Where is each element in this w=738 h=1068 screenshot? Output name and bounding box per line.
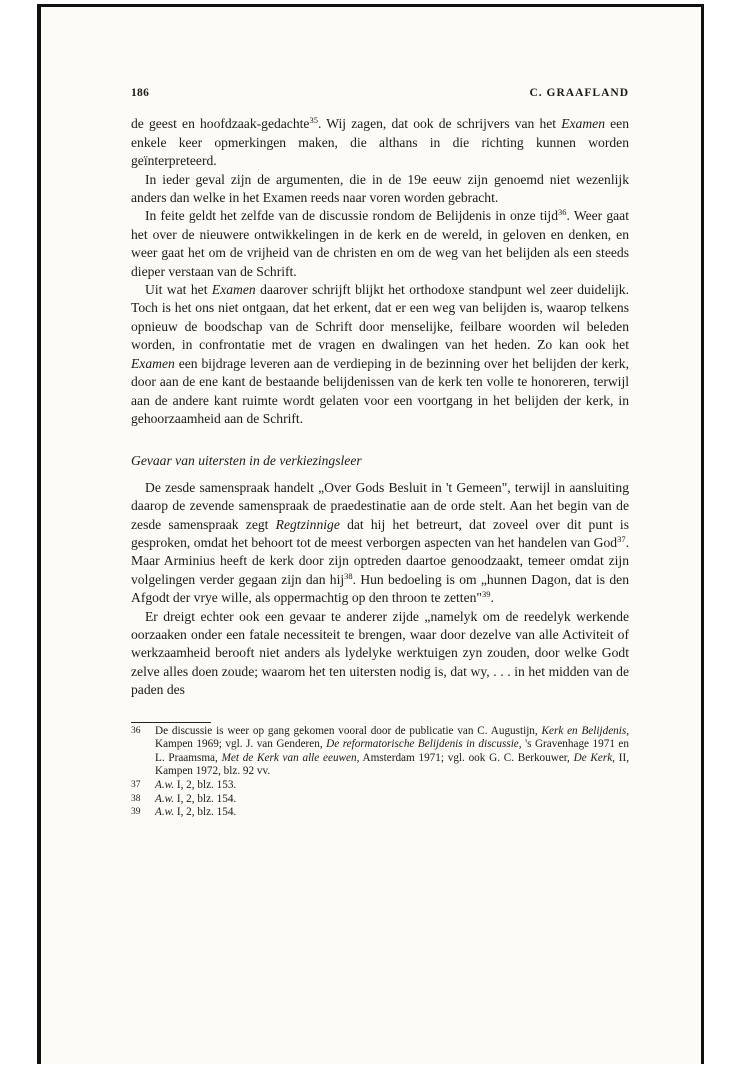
footnote-rule bbox=[131, 722, 211, 723]
paragraph-6: Er dreigt echter ook een gevaar te anderer zijde „namelyk om de reedelyk werkende oorzaaken onder een fatale necessiteit te brengen, waar door dezelve van alle Activiteit of werkzaamheid berooft niet anders als lydelyke werktuigen zyn zouden, door welke Godt zelve alles doen zoude; waarom het ten uitersten nodig is, dat wy, . . . in het midden van de paden des bbox=[131, 608, 629, 698]
section-heading: Gevaar van uitersten in de verkiezingsleer bbox=[131, 453, 362, 469]
running-header bbox=[131, 84, 629, 102]
footnote-ref-38: 38 bbox=[344, 570, 353, 581]
footnote-38: 38 A.w. I, 2, blz. 154. bbox=[131, 792, 237, 805]
footnote-36: 36 De discussie is weer op gang gekomen vooral door de publicatie van C. Augustijn, Kerk en Belijdenis, Kampen 1969; vgl. J. van Genderen, De reformatorische Belijdenis in discussie, 's Gravenhage 1971 en L. Praamsma, Met de Kerk van alle eeuwen, Amsterdam 1971; vgl. ook G. C. Berkouwer, De Kerk, II, Kampen 1972, blz. 92 vv. bbox=[131, 724, 630, 778]
footnote-ref-36: 36 bbox=[558, 207, 567, 218]
page-number: 186 bbox=[131, 87, 150, 99]
footnote-37: 37 A.w. I, 2, blz. 153. bbox=[131, 778, 237, 791]
paragraph-5: De zesde samenspraak handelt „Over Gods Besluit in 't Gemeen", terwijl in aansluiting daarop de zevende samenspraak de praedestinatie aan de orde stelt. Aan het begin van de zesde samenspraak zegt Regtzinnige dat hij het betreurt, dat zoveel over dit punt is gesproken, omdat het behoort tot de meest verborgen aspecten van het handelen van God$^{37}$. Maar Arminius heeft de kerk door zijn optreden daartoe genoodzaakt, temeer omdat zijn volgelingen verder gegaan zijn dan hij$^{38}$. Hun bedoeling is om „hunnen Dagon, dat is den Afgodt der vrye wille, als oppermachtig op den throon te zetten"$^{39}$. bbox=[131, 479, 629, 606]
footnote-39: 39 A.w. I, 2, blz. 154. bbox=[131, 806, 237, 819]
footnote-ref-39: 39 bbox=[481, 589, 491, 600]
paragraph-4: Uit wat het Examen daarover schrijft blijkt het orthodoxe standpunt wel zeer duidelijk. Toch is het ons niet ontgaan, dat het erkent, dat er een weg van belijden is, waarop telkens opnieuw de boodschap van de Schrift door menselijke, feilbare woorden wil beleden worden, in confrontatie met de vragen en dwalingen van het heden. Zo kan ook het Examen een bijdrage leveren aan de verdieping in de bezinning over het belijden der kerk, door aan de ene kant de bestaande belijdenissen van de kerk ten volle te honoreren, terwijl aan de andere kant ruimte wordt gelaten voor een voortgang in het belijden der kerk, in gehoorzaamheid aan de Schrift. bbox=[131, 282, 629, 426]
book-page bbox=[131, 84, 629, 820]
paragraph-3: In feite geldt het zelfde van de discussie rondom de Belijdenis in onze tijd$^{36}$. Weer gaat het over de nieuwere ontwikkelingen in de kerk en de wereld, in geloven en denken, en weer gaat het om de vrijheid van de christen en om de weg van het belijden als een steeds dieper verstaan van de Schrift. bbox=[131, 207, 629, 279]
running-author: C. GRAAFLAND bbox=[529, 87, 629, 99]
footnote-ref-37: 37 bbox=[617, 533, 626, 544]
paragraph-1: de geest en hoofdzaak-gedachte$^{35}$. Wij zagen, dat ook de schrijvers van het Examen een enkele keer opmerkingen maken, die althans in die richting kunnen worden geïnterpreteerd. bbox=[131, 115, 630, 169]
footnote-ref-35: 35 bbox=[309, 115, 318, 126]
paragraph-2: In ieder geval zijn de argumenten, die in de 19e eeuw zijn genoemd niet wezenlijk anders dan welke in het Examen reeds naar voren worden gebracht. bbox=[131, 171, 629, 206]
